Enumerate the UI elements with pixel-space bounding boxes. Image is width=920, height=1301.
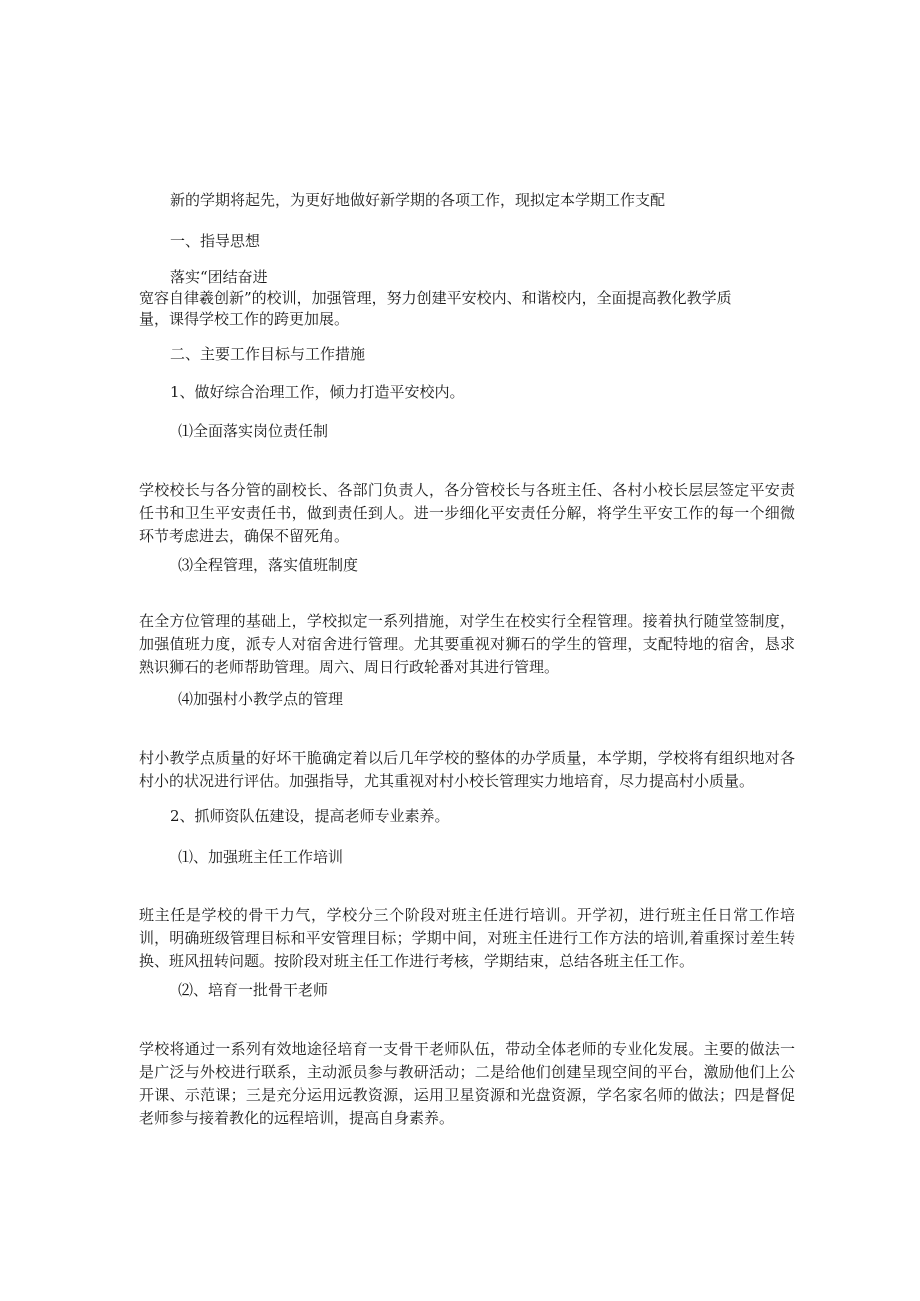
guiding-thought-line-3: 量，课得学校工作的跨更加展。 xyxy=(139,310,350,328)
subheading-village-schools: ⑷加强村小教学点的管理 xyxy=(178,690,344,708)
subheading-duty-system: ⑶全程管理，落实值班制度 xyxy=(178,556,359,574)
guiding-thought-line-1: 落实“团结奋进 xyxy=(170,268,268,286)
subheading-responsibility: ⑴全面落实岗位责任制 xyxy=(178,422,329,440)
paragraph-class-teacher-training: 班主任是学校的骨干力气，学校分三个阶段对班主任进行培训。开学初，进行班主任日常工作培训，明确班级管理目标和平安管理目标；学期中间，对班主任进行工作方法的培训,着重探讨差生转换、班风扭转问题。按阶段对班主任工作进行考核，学期结束，总结各班主任工作。 xyxy=(139,906,795,970)
intro-paragraph: 新的学期将起先，为更好地做好新学期的各项工作，现拟定本学期工作支配 xyxy=(170,191,666,209)
paragraph-responsibility: 学校校长与各分管的副校长、各部门负责人，各分管校长与各班主任、各村小校长层层签定平安责任书和卫生平安责任书，做到责任到人。进一步细化平安责任分解，将学生平安工作的每一个细微环节考虑进去，确保不留死角。 xyxy=(139,481,795,545)
subheading-class-teacher-training: ⑴、加强班主任工作培训 xyxy=(178,848,344,866)
paragraph-duty-system: 在全方位管理的基础上，学校拟定一系列措施，对学生在校实行全程管理。接着执行随堂签制度，加强值班力度，派专人对宿舍进行管理。尤其要重视对狮石的学生的管理，支配特地的宿舍，恳求熟识狮石的老师帮助管理。周六、周日行政轮番对其进行管理。 xyxy=(139,612,795,676)
paragraph-backbone-teachers: 学校将通过一系列有效地途径培育一支骨干老师队伍，带动全体老师的专业化发展。主要的做法一是广泛与外校进行联系，主动派员参与教研活动；二是给他们创建呈现空间的平台，激励他们上公开课、示范课；三是充分运用远教资源，运用卫星资源和光盘资源，学名家名师的做法；四是督促老师参与接着教化的远程培训，提高自身素养。 xyxy=(139,1040,795,1127)
subheading-backbone-teachers: ⑵、培育一批骨干老师 xyxy=(178,981,329,999)
paragraph-village-schools: 村小教学点质量的好坏干脆确定着以后几年学校的整体的办学质量，本学期，学校将有组织地对各村小的状况进行评估。加强指导，尤其重视对村小校长管理实力地培育，尽力提高村小质量。 xyxy=(139,749,795,790)
guiding-thought-line-2: 宽容自律羲创新”的校训，加强管理，努力创建平安校内、和谐校内，全面提高教化教学质 xyxy=(139,289,732,307)
section-heading-goals-measures: 二、主要工作目标与工作措施 xyxy=(170,345,366,363)
item-heading-safety: 1、做好综合治理工作，倾力打造平安校内。 xyxy=(170,383,465,401)
section-heading-guiding-thought: 一、指导思想 xyxy=(170,232,261,250)
item-heading-teachers: 2、抓师资队伍建设，提高老师专业素养。 xyxy=(170,807,450,825)
